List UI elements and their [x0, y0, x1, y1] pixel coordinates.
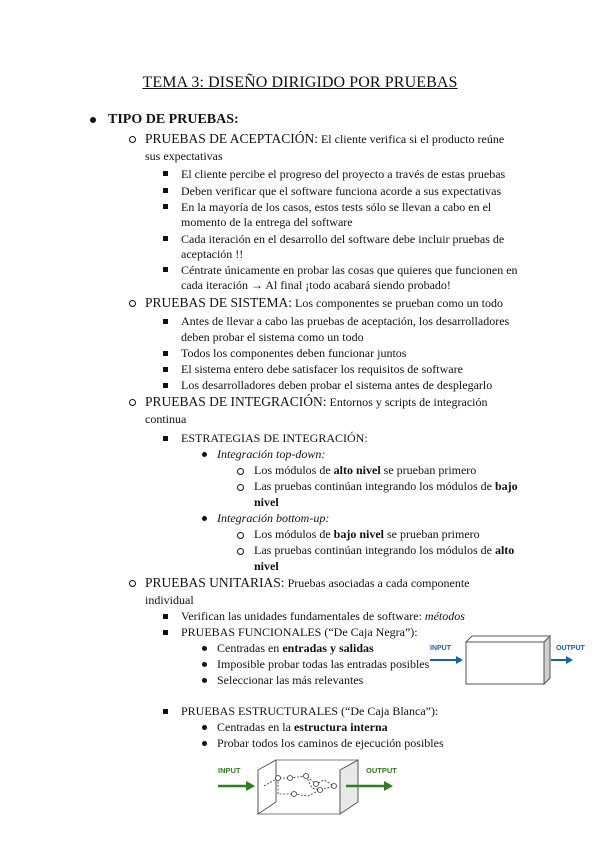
- list-item: [217, 719, 388, 735]
- bullet-square: [163, 188, 168, 193]
- page-title: TEMA 3: DISEÑO DIRIGIDO POR PRUEBAS: [142, 74, 458, 91]
- list-item: [254, 526, 480, 542]
- list-item: [254, 462, 476, 478]
- estructurales-heading: PRUEBAS ESTRUCTURALES (“De Caja Blanca”):: [181, 704, 439, 718]
- list-item: Cada iteración en el desarrollo del software debe incluir pruebas de: [181, 232, 505, 246]
- list-item: El cliente percibe el progreso del proyecto a través de estas pruebas: [181, 167, 506, 181]
- list-item-cont: aceptación !!: [181, 247, 244, 261]
- funcionales-heading: PRUEBAS FUNCIONALES (“De Caja Negra”):: [181, 625, 418, 639]
- section-desc: Entornos y scripts de integración: [329, 395, 488, 409]
- text-bold: alto nivel: [333, 463, 381, 477]
- text-part: Verifican las unidades fundamentales de software:: [181, 609, 422, 623]
- bullet-dot: [202, 725, 207, 730]
- text-part: Las pruebas continúan integrando los módulos de: [254, 479, 492, 493]
- bullet-dot: [202, 678, 207, 683]
- list-item-cont: cada iteración → Al final ¡todo acabará siendo probado!: [181, 278, 451, 292]
- list-item-cont: [254, 494, 279, 510]
- path-node: [304, 774, 309, 779]
- path-node: [292, 792, 297, 797]
- section-desc: El cliente verifica si el producto reúne: [320, 132, 505, 146]
- bullet-square: [163, 351, 168, 356]
- bullet-dot: [202, 741, 207, 746]
- bullet-circle: [129, 300, 136, 307]
- bullet-circle: [237, 468, 244, 475]
- execution-paths: [264, 776, 334, 796]
- bullet-circle: [237, 484, 244, 491]
- list-item-cont: momento de la entrega del software: [181, 215, 353, 229]
- text-part: Centradas en la: [217, 720, 291, 734]
- text-part: se prueban primero: [383, 463, 477, 477]
- bullet-dot: [202, 662, 207, 667]
- bullet-circle: [237, 548, 244, 555]
- section-unitarias: [145, 575, 469, 591]
- text-bold: estructura interna: [293, 720, 388, 734]
- bullet-square: [163, 267, 168, 272]
- path-node: [288, 776, 293, 781]
- bullet-square: [163, 204, 168, 209]
- bullet-dot: [202, 516, 207, 521]
- section-desc-cont: individual: [145, 593, 194, 607]
- bullet-dot: [202, 646, 207, 651]
- path-node: [318, 788, 323, 793]
- text-bold: bajo nivel: [333, 527, 385, 541]
- text-bold: entradas y salidas: [282, 641, 374, 655]
- list-item-cont: deben probar el sistema como un todo: [181, 330, 364, 344]
- strategies-heading: ESTRATEGIAS DE INTEGRACIÓN:: [181, 431, 368, 445]
- list-item: Seleccionar las más relevantes: [217, 673, 364, 687]
- bullet-circle: [129, 580, 136, 587]
- list-item: Probar todos los caminos de ejecución posibles: [217, 736, 444, 750]
- bullet-circle: [129, 399, 136, 406]
- output-arrow-head: [384, 781, 393, 791]
- list-item: [254, 542, 514, 558]
- list-item-cont: [254, 558, 279, 574]
- list-item: Deben verificar que el software funciona acorde a sus expectativas: [181, 184, 502, 198]
- input-label: INPUT: [430, 645, 451, 652]
- strategy-label: Integración top-down:: [217, 447, 326, 461]
- list-item: En la mayoría de los casos, estos tests sólo se llevan a cabo en el: [181, 200, 492, 214]
- list-item: El sistema entero debe satisfacer los requisitos de software: [181, 362, 463, 376]
- section-desc-cont: sus expectativas: [145, 149, 223, 163]
- output-label: OUTPUT: [556, 645, 585, 652]
- box-outline: [466, 636, 550, 684]
- section-heading: PRUEBAS DE INTEGRACIÓN:: [145, 394, 327, 409]
- bullet-square: [163, 709, 168, 714]
- bullet-square: [163, 383, 168, 388]
- text-bold: nivel: [254, 559, 279, 573]
- section-desc: Pruebas asociadas a cada componente: [287, 576, 470, 590]
- strategy-topdown: [217, 446, 325, 462]
- bullet-dot: [202, 452, 207, 457]
- section-heading: PRUEBAS UNITARIAS:: [145, 575, 285, 590]
- bullet-square: [163, 614, 168, 619]
- text-part: Las pruebas continúan integrando los módulos de: [254, 543, 492, 557]
- bullet-square: [163, 630, 168, 635]
- section-heading: PRUEBAS DE ACEPTACIÓN:: [145, 131, 318, 146]
- black-box-diagram: [428, 632, 593, 688]
- text-part: Los módulos de: [254, 463, 331, 477]
- bullet-square: [163, 171, 168, 176]
- list-item: Imposible probar todas las entradas posibles: [217, 657, 430, 671]
- input-arrow-head: [456, 656, 463, 664]
- list-item: [217, 640, 374, 656]
- box-front-face: [258, 760, 276, 814]
- list-item: Céntrate únicamente en probar las cosas que quieres que funcionen en: [181, 263, 518, 277]
- list-item: [181, 608, 465, 624]
- text-italic: métodos: [424, 609, 465, 623]
- text-part: se prueban primero: [387, 527, 480, 541]
- list-item: [254, 478, 518, 494]
- output-arrow-head: [566, 656, 573, 664]
- white-box-diagram: [216, 758, 406, 820]
- list-item: Antes de llevar a cabo las pruebas de aceptación, los desarrolladores: [181, 314, 510, 328]
- main-heading: TIPO DE PRUEBAS:: [108, 112, 239, 127]
- strategy-bottomup: [217, 510, 329, 526]
- section-heading: PRUEBAS DE SISTEMA:: [145, 295, 293, 310]
- bullet-dot: [90, 117, 96, 123]
- box-top: [466, 636, 550, 642]
- bullet-circle: [237, 532, 244, 539]
- text-part: Centradas en: [217, 641, 280, 655]
- path-node: [332, 784, 337, 789]
- box-side: [544, 636, 550, 684]
- section-sistema: [145, 295, 503, 311]
- list-item: Los desarrolladores deben probar el sistema antes de desplegarlo: [181, 378, 493, 392]
- path-node: [314, 782, 319, 787]
- text-bold: alto: [494, 543, 515, 557]
- strategy-label: Integración bottom-up:: [217, 511, 330, 525]
- output-label: OUTPUT: [366, 766, 397, 775]
- bullet-square: [163, 436, 168, 441]
- section-desc: Los componentes se prueban como un todo: [295, 296, 503, 310]
- input-arrow-head: [246, 781, 255, 791]
- section-integracion: [145, 394, 487, 410]
- bullet-square: [163, 319, 168, 324]
- bullet-square: [163, 236, 168, 241]
- text-part: Los módulos de: [254, 527, 331, 541]
- input-label: INPUT: [218, 766, 241, 775]
- text-bold: nivel: [254, 495, 279, 509]
- path-node: [276, 776, 281, 781]
- section-aceptacion: [145, 131, 504, 147]
- list-item: Todos los componentes deben funcionar juntos: [181, 346, 407, 360]
- bullet-square: [163, 367, 168, 372]
- text-bold: bajo: [494, 479, 518, 493]
- section-desc-cont: continua: [145, 412, 187, 426]
- bullet-circle: [129, 136, 136, 143]
